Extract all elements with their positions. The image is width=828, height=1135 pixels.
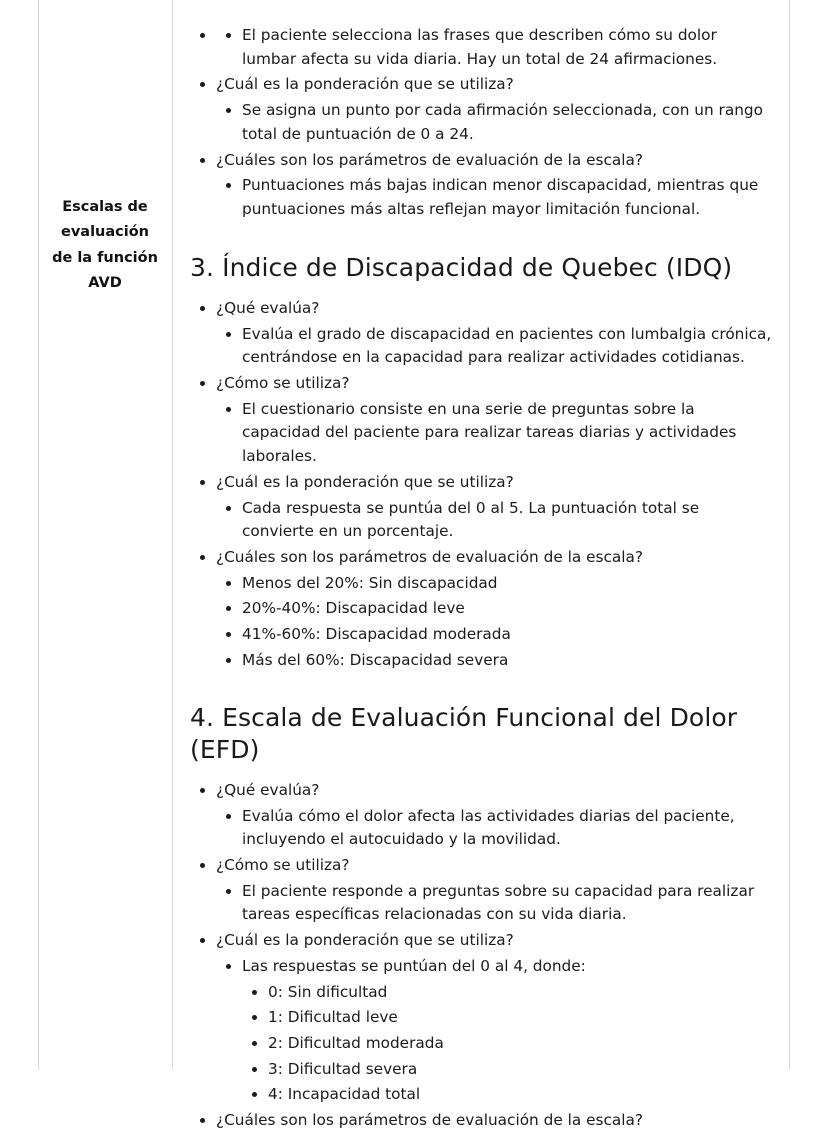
bullet-sublist [216, 880, 775, 927]
list-item [216, 149, 775, 222]
row-content [172, 0, 789, 1135]
list-item [242, 497, 775, 544]
list-item-text: ¿Qué evalúa? [216, 298, 320, 317]
list-item [242, 597, 775, 621]
list-item [216, 1109, 775, 1133]
list-item-text: Se asigna un punto por cada afirmación seleccionada, con un rango total de puntuación de 0 a 24. [242, 101, 763, 143]
list-item [242, 24, 775, 71]
list-item [242, 623, 775, 647]
list-item-text: ¿Cómo se utiliza? [216, 856, 350, 875]
list-item-text: ¿Cuáles son los parámetros de evaluación de la escala? [216, 547, 643, 566]
bullet-sublist [216, 805, 775, 852]
list-item [242, 805, 775, 852]
bullet-sublist [216, 174, 775, 221]
list-item-text: ¿Qué evalúa? [216, 780, 320, 799]
list-item [242, 649, 775, 673]
list-item-text: 1: Dificultad leve [268, 1008, 398, 1027]
bullet-sublist [242, 981, 775, 1108]
table-rule-right [789, 0, 790, 1070]
list-item-text: 2: Dificultad moderada [268, 1033, 444, 1052]
list-item [216, 929, 775, 1107]
bullet-sublist [216, 955, 775, 1107]
list-item-text: El paciente selecciona las frases que describen cómo su dolor lumbar afecta su vida diaria. Hay un total de 24 afirmaciones. [242, 26, 718, 68]
bullet-sublist [216, 398, 775, 469]
section-heading: 4. Escala de Evaluación Funcional del Dolor (EFD) [190, 703, 738, 764]
intro-list [190, 24, 775, 222]
list-item [268, 1083, 775, 1107]
list-item-text: Cada respuesta se puntúa del 0 al 5. La puntuación total se convierte en un porcentaje. [242, 498, 700, 541]
list-item-text: ¿Cuál es la ponderación que se utiliza? [216, 75, 514, 94]
list-item-text: 20%-40%: Discapacidad leve [242, 599, 465, 618]
list-item-text: 4: Incapacidad total [268, 1085, 421, 1104]
list-item-text: Puntuaciones más bajas indican menor discapacidad, mientras que puntuaciones más altas reflejan mayor limitación funcional. [242, 176, 759, 218]
list-item-text: ¿Cómo se utiliza? [216, 373, 350, 392]
list-item-text: ¿Cuáles son los parámetros de evaluación de la escala? [216, 1111, 643, 1130]
list-item-text: 41%-60%: Discapacidad moderada [242, 625, 511, 644]
list-item [216, 779, 775, 852]
list-item [242, 99, 775, 146]
sections-container [190, 252, 775, 1133]
bullet-sublist [216, 323, 775, 370]
section-heading: 3. Índice de Discapacidad de Quebec (IDQ) [190, 252, 733, 282]
list-item-text: El cuestionario consiste en una serie de preguntas sobre la capacidad del paciente para realizar tareas diarias y actividades laborales. [242, 399, 737, 466]
list-item-text: Menos del 20%: Sin discapacidad [242, 573, 498, 592]
list-item-text: 0: Sin dificultad [268, 982, 388, 1001]
bullet-sublist [216, 572, 775, 673]
list-item-text: El paciente responde a preguntas sobre su capacidad para realizar tareas específicas relacionadas con su vida diaria. [242, 881, 755, 924]
list-item [216, 73, 775, 146]
list-item [268, 1032, 775, 1056]
list-item [242, 174, 775, 221]
list-item-text: Más del 60%: Discapacidad severa [242, 650, 509, 669]
list-item [216, 471, 775, 544]
content-row [38, 0, 789, 1135]
list-item [242, 398, 775, 469]
list-item [268, 981, 775, 1005]
list-item [216, 297, 775, 370]
list-item-text: ¿Cuáles son los parámetros de evaluación de la escala? [216, 150, 643, 169]
list-item-text: Evalúa cómo el dolor afecta las actividades diarias del paciente, incluyendo el autocuidado y la movilidad. [242, 806, 735, 849]
list-item [216, 546, 775, 673]
bullet-list [190, 779, 775, 1133]
bullet-sublist [216, 24, 775, 71]
bullet-sublist [216, 497, 775, 544]
list-item [268, 1006, 775, 1030]
list-item [216, 854, 775, 927]
list-item-text: Las respuestas se puntúan del 0 al 4, donde: [242, 956, 586, 975]
list-item [242, 955, 775, 1107]
list-item [242, 323, 775, 370]
list-item-text: Evalúa el grado de discapacidad en pacientes con lumbalgia crónica, centrándose en la capacidad para realizar actividades cotidianas. [242, 324, 772, 367]
list-item-text: ¿Cuál es la ponderación que se utiliza? [216, 472, 514, 491]
row-label: Escalas de evaluación de la función AVD [52, 199, 158, 292]
list-item [242, 572, 775, 596]
list-item [216, 24, 775, 71]
bullet-list [190, 297, 775, 673]
list-item [216, 372, 775, 469]
list-item-text: 3: Dificultad severa [268, 1059, 418, 1078]
list-item-text: ¿Cuál es la ponderación que se utiliza? [216, 931, 514, 950]
list-item [242, 880, 775, 927]
bullet-sublist [216, 99, 775, 146]
